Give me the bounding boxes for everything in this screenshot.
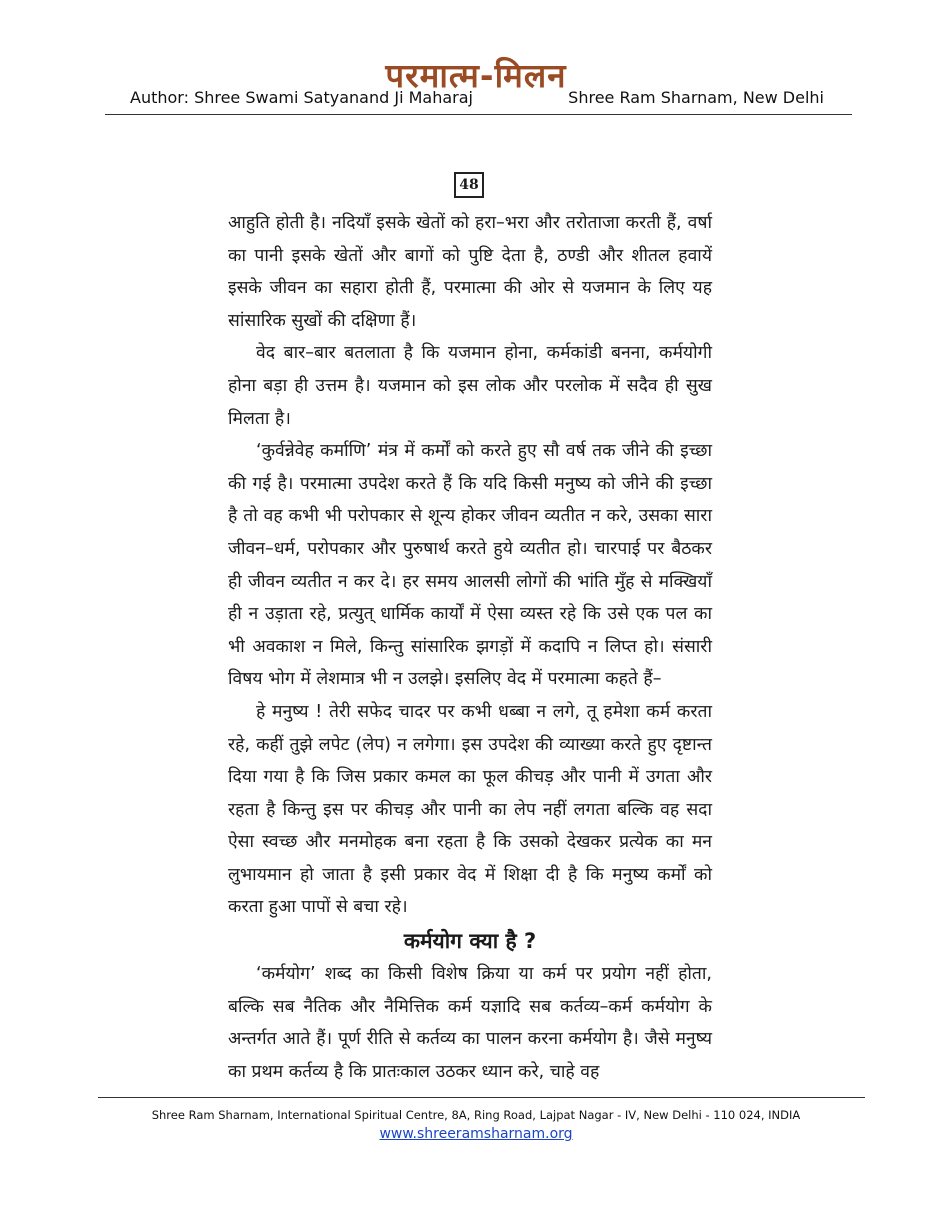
- body-text: [228, 207, 712, 1088]
- paragraph: हे मनुष्य ! तेरी सफेद चादर पर कभी धब्बा न लगे, तू हमेशा कर्म करता रहे, कहीं तुझे लपेट (लेप) न लगेगा। इस उपदेश की व्याख्या करते हुए दृष्टान्त दिया गया है कि जिस प्रकार कमल का फूल कीचड़ और पानी में उगता और रहता है किन्तु इस पर कीचड़ और पानी का लेप नहीं लगता बल्कि वह सदा ऐसा स्वच्छ और मनमोहक बना रहता है कि उसको देखकर प्रत्येक का मन लुभायमान हो जाता है इसी प्रकार वेद में शिक्षा दी है कि मनुष्य कर्मों को करता हुआ पापों से बचा रहे।: [228, 701, 712, 918]
- book-title: परमात्म-मिलन: [385, 56, 567, 95]
- page-number: 48: [454, 172, 484, 198]
- section-heading: कर्मयोग क्या है ?: [403, 929, 537, 954]
- paragraph: ‘कर्मयोग’ शब्द का किसी विशेष क्रिया या कर्म पर प्रयोग नहीं होता, बल्कि सब नैतिक और नैमित्तिक कर्म यज्ञादि सब कर्तव्य–कर्म कर्मयोग के अन्तर्गत आते हैं। पूर्ण रीति से कर्तव्य का पालन करना कर्मयोग है। जैसे मनुष्य का प्रथम कर्तव्य है कि प्रातःकाल उठकर ध्यान करे, चाहे वह: [228, 964, 712, 1082]
- paragraph: आहुति होती है। नदियाँ इसके खेतों को हरा–भरा और तरोताजा करती हैं, वर्षा का पानी इसके खेतों और बागों को पुष्टि देता है, ठण्डी और शीतल हवायें इसके जीवन का सहारा होती हैं, परमात्मा की ओर से यजमान के लिए यह सांसारिक सुखों की दक्षिणा हैं।: [228, 213, 712, 331]
- publisher-line: Shree Ram Sharnam, New Delhi: [568, 88, 824, 107]
- footer-divider: [98, 1097, 865, 1098]
- paragraph: वेद बार–बार बतलाता है कि यजमान होना, कर्मकांडी बनना, कर्मयोगी होना बड़ा ही उत्तम है। यजमान को इस लोक और परलोक में सदैव ही सुख मिलता है।: [228, 343, 712, 429]
- footer-address: Shree Ram Sharnam, International Spiritual Centre, 8A, Ring Road, Lajpat Nagar - IV, New Delhi - 110 024, INDIA: [151, 1108, 801, 1122]
- website-link[interactable]: www.shreeramsharnam.org: [379, 1126, 573, 1142]
- paragraph: ‘कुर्वन्नेवेह कर्माणि’ मंत्र में कर्मों को करते हुए सौ वर्ष तक जीने की इच्छा की गई है। परमात्मा उपदेश करते हैं कि यदि किसी मनुष्य को जीने की इच्छा है तो वह कभी भी परोपकार से शून्य होकर जीवन व्यतीत न करे, उसका सारा जीवन–धर्म, परोपकार और पुरुषार्थ करते हुये व्यतीत हो। चारपाई पर बैठकर ही जीवन व्यतीत न कर दे। हर समय आलसी लोगों की भांति मुँह से मक्खियाँ ही न उड़ाता रहे, प्रत्युत् धार्मिक कार्यों में ऐसा व्यस्त रहे कि उसे एक पल का भी अवकाश न मिले, किन्तु सांसारिक झगड़ों में कदापि न लिप्त हो। संसारी विषय भोग में लेशमात्र भी न उलझे। इसलिए वेद में परमात्मा कहते हैं–: [228, 441, 712, 690]
- author-line: Author: Shree Swami Satyanand Ji Maharaj: [130, 88, 473, 107]
- header-divider: [105, 114, 852, 115]
